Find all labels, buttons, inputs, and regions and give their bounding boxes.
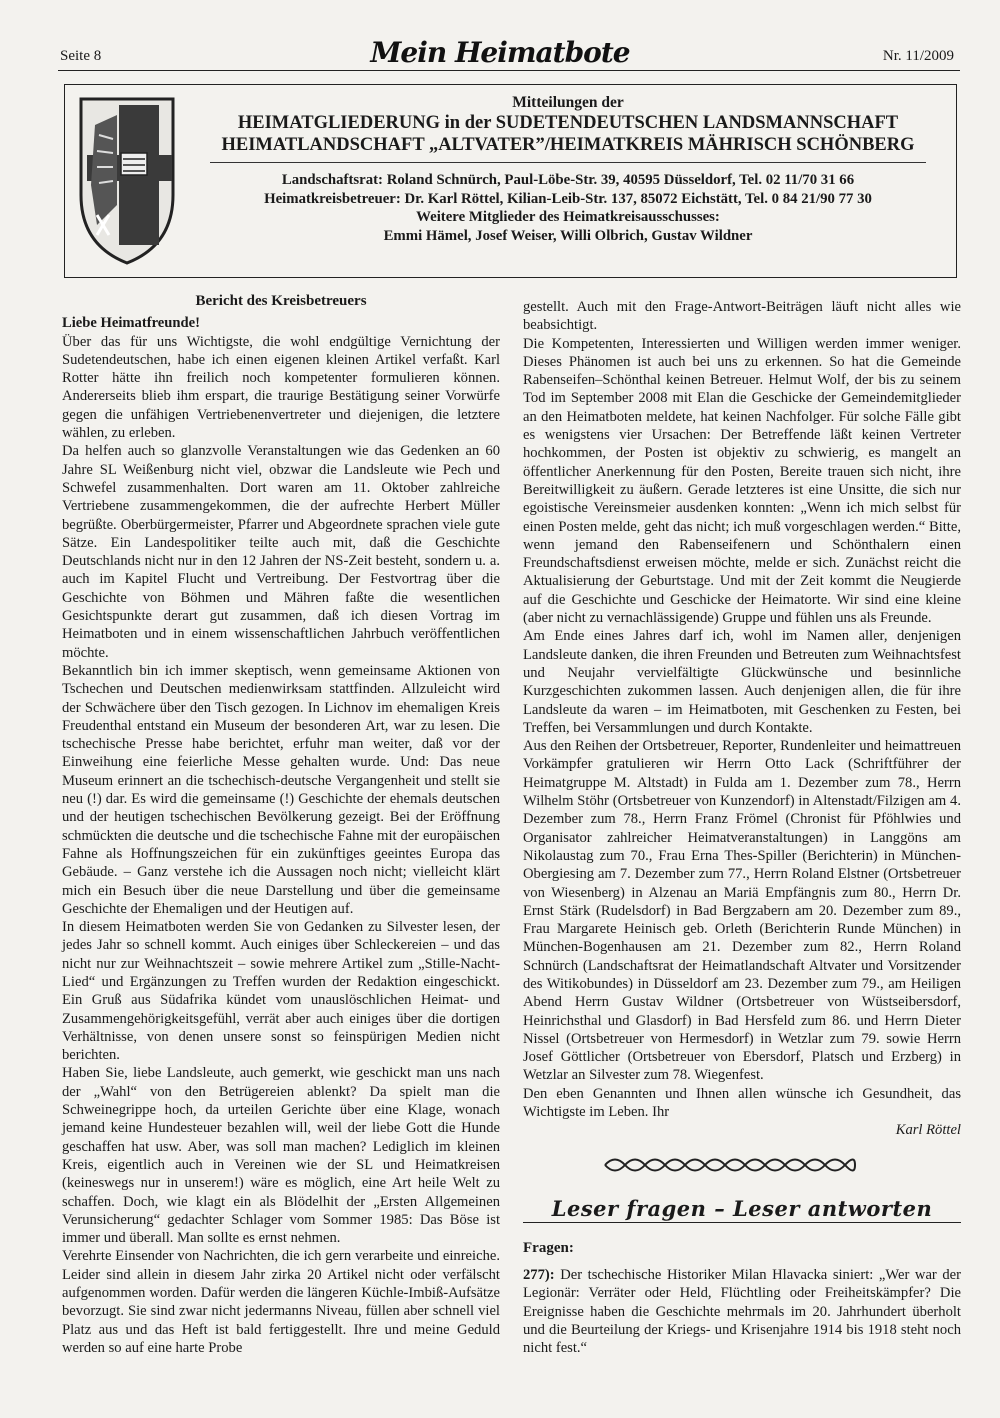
article-greeting: Liebe Heimatfreunde!: [62, 315, 200, 332]
paragraph: Über das für uns Wichtigste, die wohl endgültige Vernichtung der Sudetendeutschen, habe ich einen eigenen kleinen Artikel verfaßt. Karl Rotter hätte ihn freilich noch kompetenter formulieren können. Andererseits blieb ihm erspart, die traurige Bestätigung seiner Vorwürfe gegen die unfähigen Vertriebenenvertreter und diejenigen, die letztere wählen, zu erleben.: [62, 333, 500, 442]
info-contact-line1: Landschaftsrat: Roland Schnürch, Paul-Löbe-Str. 39, 40595 Düsseldorf, Tel. 02 11/70 31 66: [281, 172, 855, 188]
paragraph: Verehrte Einsender von Nachrichten, die ich gern verarbeite und einreiche. Leider sind allein in diesem Jahr zirka 20 Artikel nicht oder verfälscht aufgenommen worden. Dafür werden die längeren Küchle-Imbiß-Aufsätze bevorzugt. Sie sind zwar nicht jedermanns Niveau, füllen aber schnell viel Platz aus und das Heft ist bald fertiggestellt. Ihre und meine Geduld werden so auf eine harte Probe: [62, 1248, 500, 1356]
paragraph: Da helfen auch so glanzvolle Veranstaltungen wie das Gedenken an 60 Jahre SL Weißenburg nicht viel, obzwar die Landsleute wie Pech und Schwefel zusammenhalten. Dort waren am 11. Oktober zahlreiche Vertriebene zusammengekommen, die der aufrechte Herbert Müller begrüßte. Oberbürgermeister, Pfarrer und Abgeordnete sprachen viele gute Sätze. Ein Landespolitiker teilte auch mit, daß die Geschichte Deutschlands nicht nur in den 12 Jahren der NS-Zeit besteht, sondern u. a. auch im Kapitel Flucht und Vertreibung. Der Festvortrag über die Geschichte von Böhmen und Mähren faßte die wesentlichen Gesichtspunkte derart gut zusammen, daß ich diesen Vortrag im Heimatboten und in einem wissenschaftlichen Jahrbuch veröffentlichen möchte.: [62, 443, 500, 661]
question-text: Der tschechische Historiker Milan Hlavacka siniert: „Wer war der Legionär: Verräter oder Held, Flüchtling oder Freiheitskämpfer? Die Ereignisse haben die Geschichte mehrmals im 20. Jahrhundert überholt und die Beurteilung der Kriegs- und Krisenjahre 1914 bis 1918 steht noch nicht fest.“: [523, 1267, 961, 1357]
info-contact-line2: Heimatkreisbetreuer: Dr. Karl Röttel, Kilian-Leib-Str. 137, 85072 Eichstätt, Tel. 0 84 21/90 77 30: [264, 190, 872, 207]
info-title-line2: HEIMATLANDSCHAFT „ALTVATER”/HEIMATKREIS MÄHRISCH SCHÖNBERG: [221, 135, 915, 155]
article-left-column: [62, 292, 500, 1357]
article-title: Bericht des Kreisbetreuers: [195, 293, 367, 309]
page-number: Seite 8: [60, 48, 102, 64]
question-277: [523, 1266, 961, 1357]
header-rule: [58, 70, 960, 71]
paragraph: Am Ende eines Jahres darf ich, wohl im Namen aller, denjenigen Landsleute danken, die ihren Freunden und Betreuten zum Weihnachtsfest und Neujahr vervielfältigte Glückwünsche und besinnliche Kurzgeschichten zukommen lassen. Auch denjenigen allen, die für ihre Landsleute da waren – im Heimatboten, mit Geschenken zu Festen, bei Treffen, bei Versammlungen und durch Kontakte.: [523, 628, 961, 736]
info-title-line1: HEIMATGLIEDERUNG in der SUDETENDEUTSCHEN LANDSMANNSCHAFT: [237, 113, 899, 133]
fragen-label: Fragen:: [523, 1240, 574, 1256]
issue-number: Nr. 11/2009: [882, 48, 954, 64]
coat-of-arms-icon: [77, 95, 177, 267]
info-members-heading: Weitere Mitglieder des Heimatkreisausschusses:: [416, 209, 720, 225]
ornament-divider-icon: [600, 1152, 860, 1178]
paragraph: Haben Sie, liebe Landsleute, auch gemerkt, wie geschickt man uns nach der „Wahl“ von den Betrügereien ablenkt? Da spielt man die Schweinegrippe hoch, da urteilen Gerichte über eine Klage, wonach jemand keine Hundesteuer bezahlen will, weil der liebe Gott die Hunde geschaffen hat usw. Aber, was soll man machen? Lediglich im kleinen Kreis, eigentlich auch in Vereinen wie der SL und Heimatkreisen (keineswegs nur in unserem!) wäre es möglich, eine Art heile Welt zu schaffen. Doch, wie klagt ein als Blödelhit der „Ersten Allgemeinen Verunsicherung“ gedachter Schlager vom Sommer 1985: Das Böse ist immer und überall. Man sollte es ernst nehmen.: [62, 1065, 500, 1247]
question-number: 277):: [523, 1267, 555, 1283]
info-text: [190, 93, 946, 245]
section-rule: [523, 1222, 961, 1223]
paragraph: In diesem Heimatboten werden Sie von Gedanken zu Silvester lesen, der jedes Jahr so schnell kommt. Auch einiges über Schleckereien – und das nicht nur zur Weihnachtszeit – sowie mehrere Artikel zum „Stille-Nacht-Lied“ und Ergänzungen zu Treffen wurden der Redaktion eingeschickt. Ein Gruß aus Südafrika kündet vom unauslöschlichen Heimat- und Zusammengehörigkeitsgefühl, verrät aber auch einiges über die dortigen Verhältnisse, von denen unsere sonst so feinspürigen Medien nicht berichten.: [62, 919, 500, 1064]
info-divider: [210, 162, 926, 163]
signature: Karl Röttel: [895, 1122, 961, 1139]
paragraph: Den eben Genannten und Ihnen allen wünsche ich Gesundheit, das Wichtigste im Leben. Ihr: [523, 1085, 961, 1121]
paragraph: gestellt. Auch mit den Frage-Antwort-Beiträgen läuft nicht alles wie beabsichtigt.: [523, 299, 961, 334]
section-title: Leser fragen – Leser antworten: [551, 1196, 933, 1221]
article-right-column: [523, 298, 961, 1140]
paragraph: Die Kompetenten, Interessierten und Willigen werden immer weniger. Dieses Phänomen ist auch bei uns zu erkennen. So hat die Gemeinde Rabenseifen–Schönthal keinen Betreuer. Helmut Wolf, der bis zu seinem Tod im September 2008 mit Elan die Geschicke der Gemeindemitglieder an den Heimatboten meldete, hat keinen Nachfolger. Für solche Fälle gibt es wenigstens vier Ursachen: Der Betreffende läßt keinen Vertreter hochkommen, der Posten ist objektiv zu schwierig, es mangelt an öffentlicher Anerkennung für den Posten, Bereite trauen sich nicht, ihre Bereitwilligkeit zu äußern. Gerade letzteres ist eine Unsitte, die sich nur egoistische Vereinsmeier ausdenken konnten: „Wenn ich mich selbst für einen Posten melde, geht das nicht; ich muß vorgeschlagen werden.“ Bitte, wenn jemand den Rabenseifenern und Schönthalern einen Freundschaftsdienst erweisen möchte, melde er sich. Zunächst reicht die Aktualisierung der Geburtstage. Und mit der Zeit kommt die Neugierde auf die Geschichte und Geschicke der Heimatorte. Wir sind eine kleine (aber nicht zu vernachlässigende) Gruppe und fühlen uns als Freunde.: [523, 335, 961, 627]
masthead-logo: Mein Heimatbote: [370, 36, 630, 69]
paragraph: Aus den Reihen der Ortsbetreuer, Reporter, Rundenleiter und heimattreuen Vorkämpfer gratulieren wir Herrn Otto Lack (Schriftführer der Heimatgruppe M. Altstadt) in Fulda am 1. Dezember zum 78., Herrn Wilhelm Stöhr (Ortsbetreuer von Kunzendorf) in Altenstadt/Filzigen am 4. Dezember zum 78., Herrn Franz Frömel (Chronist für Pföhlwies und Organisator zahlreicher Heimatveranstaltungen) in Langgöns am Nikolaustag zum 70., Frau Erna Thes-Spiller (Berichterin) in München-Obergiesing am 7. Dezember zum 77., Herrn Roland Elstner (Ortsbetreuer von Wiesenberg) in Alzenau an Mariä Empfängnis zum 80., Herrn Dr. Ernst Stärk (Rudelsdorf) in Bad Bergzabern am 20. Dezember zum 89., Frau Margarete Heinisch geb. Orleth (Berichterin Runde München) in München-Bogenhausen am 21. Dezember zum 82., Herrn Roland Schnürch (Landschaftsrat der Heimatlandschaft Altvater und Vorsitzender des Witikobundes) in Düsseldorf am 23. Dezember zum 79., am Heiligen Abend Herrn Gustav Wildner (Ortsbetreuer von Wüstseibersdorf, Heinrichsthal und Glasdorf) in Bad Hersfeld zum 86. und Herrn Dieter Nissel (Ortsbetreuer von Hermesdorf) in Wetzlar zum 79. sowie Herrn Josef Göttlicher (Ortsbetreuer von Ebersdorf, Platsch und Erzberg) in Wetzlar an Silvester zum 78. Wiegenfest.: [523, 738, 961, 1084]
info-subtitle: Mitteilungen der: [512, 94, 624, 111]
paragraph: Bekanntlich bin ich immer skeptisch, wenn gemeinsame Aktionen von Tschechen und Deutschen medienwirksam stattfinden. Allzuleicht wird der Schwächere über den Tisch gezogen. In Lichnov im ehemaligen Kreis Freudenthal entstand ein Museum der besonderen Art, war zu lesen. Die tschechische Presse habe berichtet, erfuhr man weiter, daß vor der Einweihung eine feierliche Messe gehalten wurde. Und: Das neue Museum erinnert an die tschechisch-deutsche Vergangenheit und stellt sie neu (!) dar. Es wird die gemeinsame (!) Geschichte der ehemals deutschen und der heutigen tschechischen Bevölkerung gezeigt. Bei der Eröffnung schmückten die deutsche und die tschechische Fahne mit der europäischen Fahne als Hoffnungszeichen für ein zukünftiges geeintes Europa das Gebäude. – Ganz verstehe ich die Aussagen noch nicht; vielleicht klärt mich ein Besuch über die neue Darstellung und über die gemeinsame Geschichte der Ehemaligen und der Heutigen auf.: [62, 662, 500, 917]
info-box: [64, 84, 957, 278]
info-members-list: Emmi Hämel, Josef Weiser, Willi Olbrich, Gustav Wildner: [383, 227, 753, 244]
